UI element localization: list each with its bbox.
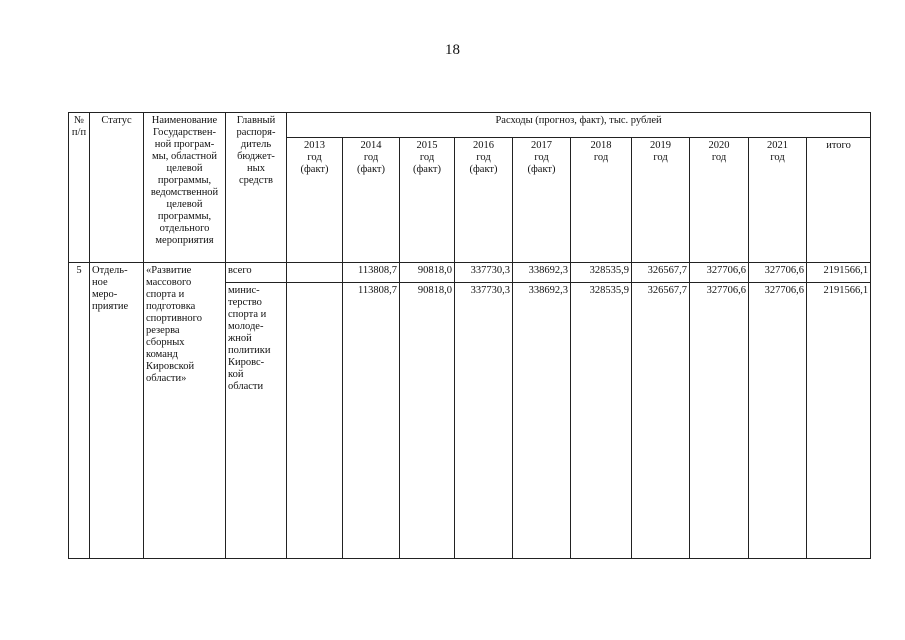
value-cell: 90818,0	[400, 263, 455, 283]
text-line: мы, областной	[152, 151, 217, 162]
text-line: Кировской	[146, 361, 195, 372]
header-year-2019	[632, 138, 690, 263]
text-line: терство	[228, 297, 262, 308]
text-line: Главный	[236, 115, 276, 126]
text-line: (факт)	[527, 164, 556, 175]
value-cell: 338692,3	[513, 283, 571, 559]
text-line: 2021	[767, 140, 788, 151]
text-line: целевой	[166, 163, 203, 174]
text-line: 2013	[304, 140, 325, 151]
text-line: бюджет-	[237, 151, 275, 162]
text-line: сборных	[146, 337, 185, 348]
text-line: год	[653, 152, 668, 163]
text-line: 2015	[416, 140, 438, 151]
value-cell: 337730,3	[455, 263, 513, 283]
text-line: ное	[92, 277, 108, 288]
text-line: приятие	[92, 301, 129, 312]
text-line: год	[363, 152, 379, 163]
header-expenses-title: Расходы (прогноз, факт), тыс. рублей	[287, 113, 871, 138]
text-line: спорта и	[228, 309, 267, 320]
text-line: жной	[228, 333, 252, 344]
value-cell: 327706,6	[690, 263, 749, 283]
row-number: 5	[69, 263, 90, 559]
text-line: (факт)	[469, 164, 498, 175]
expenses-table	[68, 112, 871, 559]
text-line: (факт)	[412, 164, 441, 175]
text-line: распоря-	[236, 127, 276, 138]
text-line: дитель	[240, 139, 272, 150]
row-name	[144, 263, 226, 559]
text-line: целевой	[166, 199, 203, 210]
text-line: 2016	[473, 140, 494, 151]
text-line: меро-	[92, 289, 118, 300]
text-line: ведомственной	[150, 187, 219, 198]
text-line: год	[770, 152, 785, 163]
text-line: 2019	[650, 140, 671, 151]
text-line: «Развитие	[146, 265, 192, 276]
header-col-name	[144, 113, 226, 263]
header-year-2020	[690, 138, 749, 263]
value-cell: 327706,6	[749, 263, 807, 283]
row-status	[90, 263, 144, 559]
text-line: программы,	[157, 211, 212, 222]
text-line: Отдель-	[92, 265, 128, 276]
text-line: всего	[228, 265, 252, 276]
header-year-2021	[749, 138, 807, 263]
header-row-1	[69, 113, 871, 138]
text-line: (факт)	[300, 164, 329, 175]
value-cell: 113808,7	[343, 283, 400, 559]
text-line: кой	[228, 369, 244, 380]
text-line: подготовка	[146, 301, 196, 312]
header-total	[807, 138, 871, 263]
value-cell: 113808,7	[343, 263, 400, 283]
value-cell: 338692,3	[513, 263, 571, 283]
text-line: спорта и	[146, 289, 185, 300]
text-line: отдельного	[159, 223, 210, 234]
text-line: Государствен-	[153, 127, 216, 138]
text-line: ных	[247, 163, 265, 174]
text-line: политики	[228, 345, 271, 356]
text-line: 2017	[531, 140, 552, 151]
text-line: средств	[239, 175, 273, 186]
text-line: области	[228, 381, 264, 392]
value-cell: 327706,6	[690, 283, 749, 559]
header-year-2016	[455, 138, 513, 263]
text-line: команд	[146, 349, 178, 360]
text-line: молоде-	[228, 321, 264, 332]
value-cell: 328535,9	[571, 263, 632, 283]
header-year-2015	[400, 138, 455, 263]
page-number: 18	[445, 42, 460, 58]
row-admin-ministry	[226, 283, 287, 559]
value-cell: 326567,7	[632, 263, 690, 283]
text-line: минис-	[228, 285, 260, 296]
header-year-2013	[287, 138, 343, 263]
text-line: спортивного	[146, 313, 202, 324]
value-cell: 326567,7	[632, 283, 690, 559]
text-line: программы,	[157, 175, 212, 186]
text-line: год	[593, 152, 609, 163]
header-col-admin	[226, 113, 287, 263]
row-admin-total	[226, 263, 287, 283]
header-col-no: № п/п	[69, 113, 90, 263]
text-line: год	[419, 152, 435, 163]
text-line: год	[476, 152, 491, 163]
text-line: год	[307, 152, 322, 163]
header-year-2017	[513, 138, 571, 263]
header-year-2014	[343, 138, 400, 263]
table-row-total	[69, 263, 871, 283]
value-cell: 2191566,1	[807, 283, 871, 559]
text-line: Кировс-	[228, 357, 265, 368]
text-line: 2014	[360, 140, 382, 151]
text-line: 2020	[708, 140, 730, 151]
value-cell	[287, 263, 343, 283]
value-cell: 90818,0	[400, 283, 455, 559]
value-cell: 327706,6	[749, 283, 807, 559]
text-line: 2018	[590, 140, 612, 151]
value-cell: 337730,3	[455, 283, 513, 559]
value-cell: 328535,9	[571, 283, 632, 559]
text-line: мероприятия	[155, 235, 214, 246]
value-cell	[287, 283, 343, 559]
header-year-2018	[571, 138, 632, 263]
text-line: (факт)	[356, 164, 385, 175]
text-line: итого	[826, 140, 851, 151]
text-line: год	[534, 152, 549, 163]
text-line: области»	[146, 373, 187, 384]
text-line: год	[711, 152, 727, 163]
header-col-status: Статус	[90, 113, 144, 263]
text-line: ной програм-	[154, 139, 215, 150]
value-cell: 2191566,1	[807, 263, 871, 283]
text-line: резерва	[146, 325, 180, 336]
text-line: Наименование	[151, 115, 218, 126]
text-line: массового	[146, 277, 192, 288]
